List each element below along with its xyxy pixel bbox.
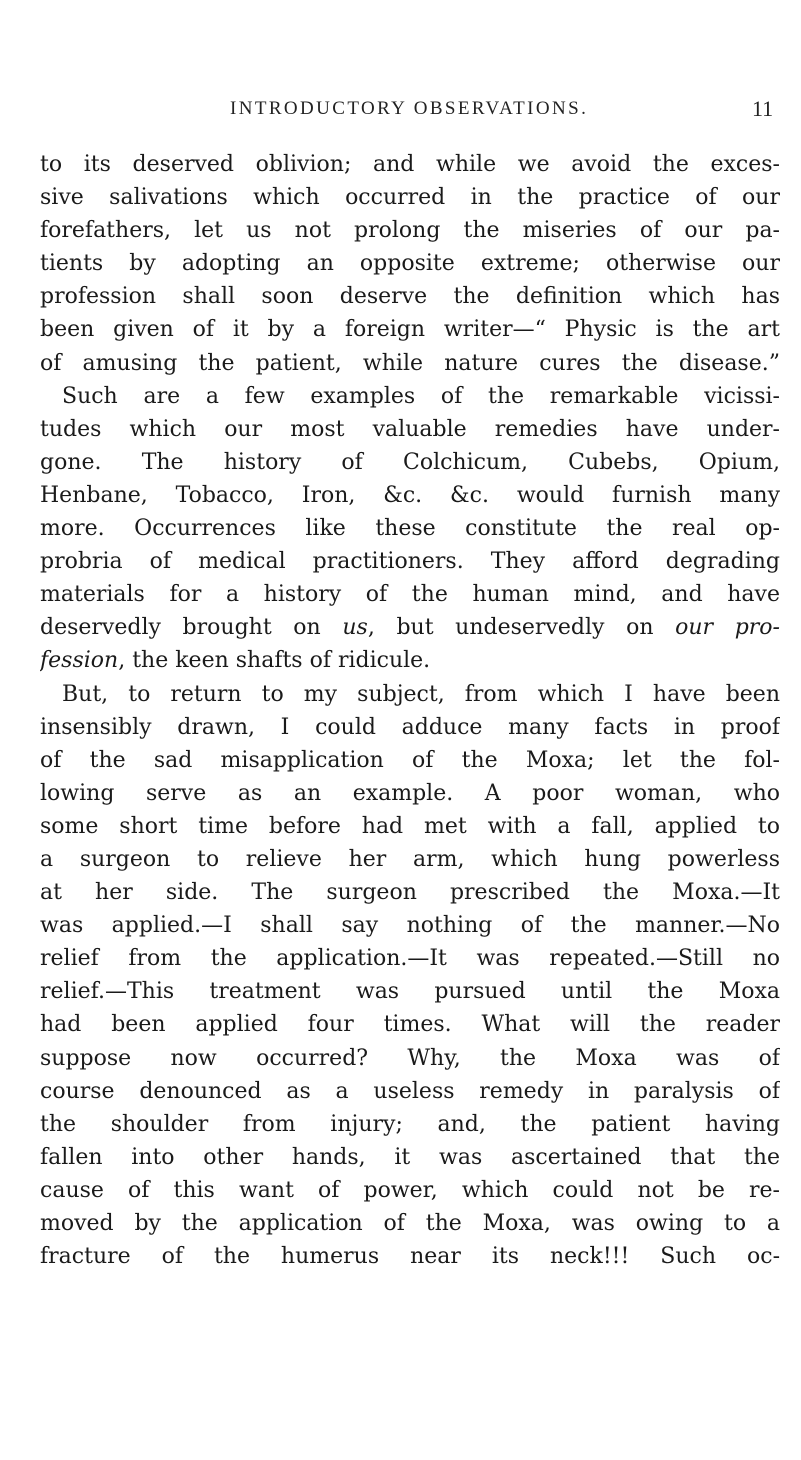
text-line: more. Occurrences like these constitute the real op- [40, 516, 780, 542]
text-line: gone. The history of Colchicum, Cubebs, Opium, [40, 449, 780, 475]
text-run: , but undeservedly on [367, 615, 676, 641]
italic-run: our pro- [675, 615, 780, 641]
text-line: tudes which our most valuable remedies have under- [40, 416, 780, 442]
text-line-paragraph-end [40, 644, 780, 677]
text-line: course denounced as a useless remedy in paralysis of [40, 1078, 780, 1104]
italic-run: us [342, 615, 368, 641]
text-line: profession shall soon deserve the definition which has [40, 284, 780, 310]
text-line: moved by the application of the Moxa, was owing to a [40, 1211, 780, 1236]
text-run: deservedly brought on [40, 615, 343, 641]
text-line: tients by adopting an opposite extreme; otherwise our [40, 251, 780, 277]
text-line: forefathers, let us not prolong the miseries of our pa- [40, 218, 780, 244]
text-line: of amusing the patient, while nature cures the disease.” [40, 350, 780, 376]
text-line: the shoulder from injury; and, the patient having [40, 1111, 780, 1137]
text-line-paragraph-start: But, to return to my subject, from which I have been [62, 681, 780, 707]
text-line: suppose now occurred? Why, the Moxa was of [40, 1045, 780, 1071]
text-line: at her side. The surgeon prescribed the Moxa.—It [40, 880, 780, 906]
text-run: , the keen shafts of ridicule. [118, 648, 431, 674]
text-line: had been applied four times. What will the reader [40, 1012, 780, 1038]
italic-run: fession [40, 648, 119, 674]
body-text [40, 148, 780, 1273]
text-line: been given of it by a foreign writer—“ Physic is the art [40, 317, 780, 343]
text-line: probria of medical practitioners. They afford degrading [40, 549, 780, 575]
text-line: fracture of the humerus near its neck!!! Such oc- [40, 1244, 780, 1270]
text-line: a surgeon to relieve her arm, which hung powerless [40, 846, 780, 872]
text-line: some short time before had met with a fall, applied to [40, 813, 780, 839]
text-line: to its deserved oblivion; and while we avoid the exces- [40, 152, 780, 177]
text-line: insensibly drawn, I could adduce many facts in proof [40, 714, 780, 740]
text-line: relief from the application.—It was repeated.—Still no [40, 946, 780, 972]
text-line: was applied.—I shall say nothing of the manner.—No [40, 913, 780, 939]
text-line: materials for a history of the human mind, and have [40, 582, 780, 608]
text-line: of the sad misapplication of the Moxa; let the fol- [40, 747, 780, 773]
page-number: 11 [752, 96, 774, 121]
text-line: cause of this want of power, which could not be re- [40, 1177, 780, 1203]
text-line: sive salivations which occurred in the practice of our [40, 185, 780, 211]
text-line: lowing serve as an example. A poor woman, who [40, 780, 780, 806]
text-line-paragraph-start: Such are a few examples of the remarkable vicissi- [62, 383, 780, 409]
running-head: INTRODUCTORY OBSERVATIONS. [230, 98, 589, 119]
text-line: Henbane, Tobacco, Iron, &c. &c. would furnish many [40, 482, 780, 508]
text-line: fallen into other hands, it was ascertained that the [40, 1144, 780, 1170]
text-line-with-italics [40, 611, 780, 644]
text-line: relief.—This treatment was pursued until the Moxa [40, 979, 780, 1005]
